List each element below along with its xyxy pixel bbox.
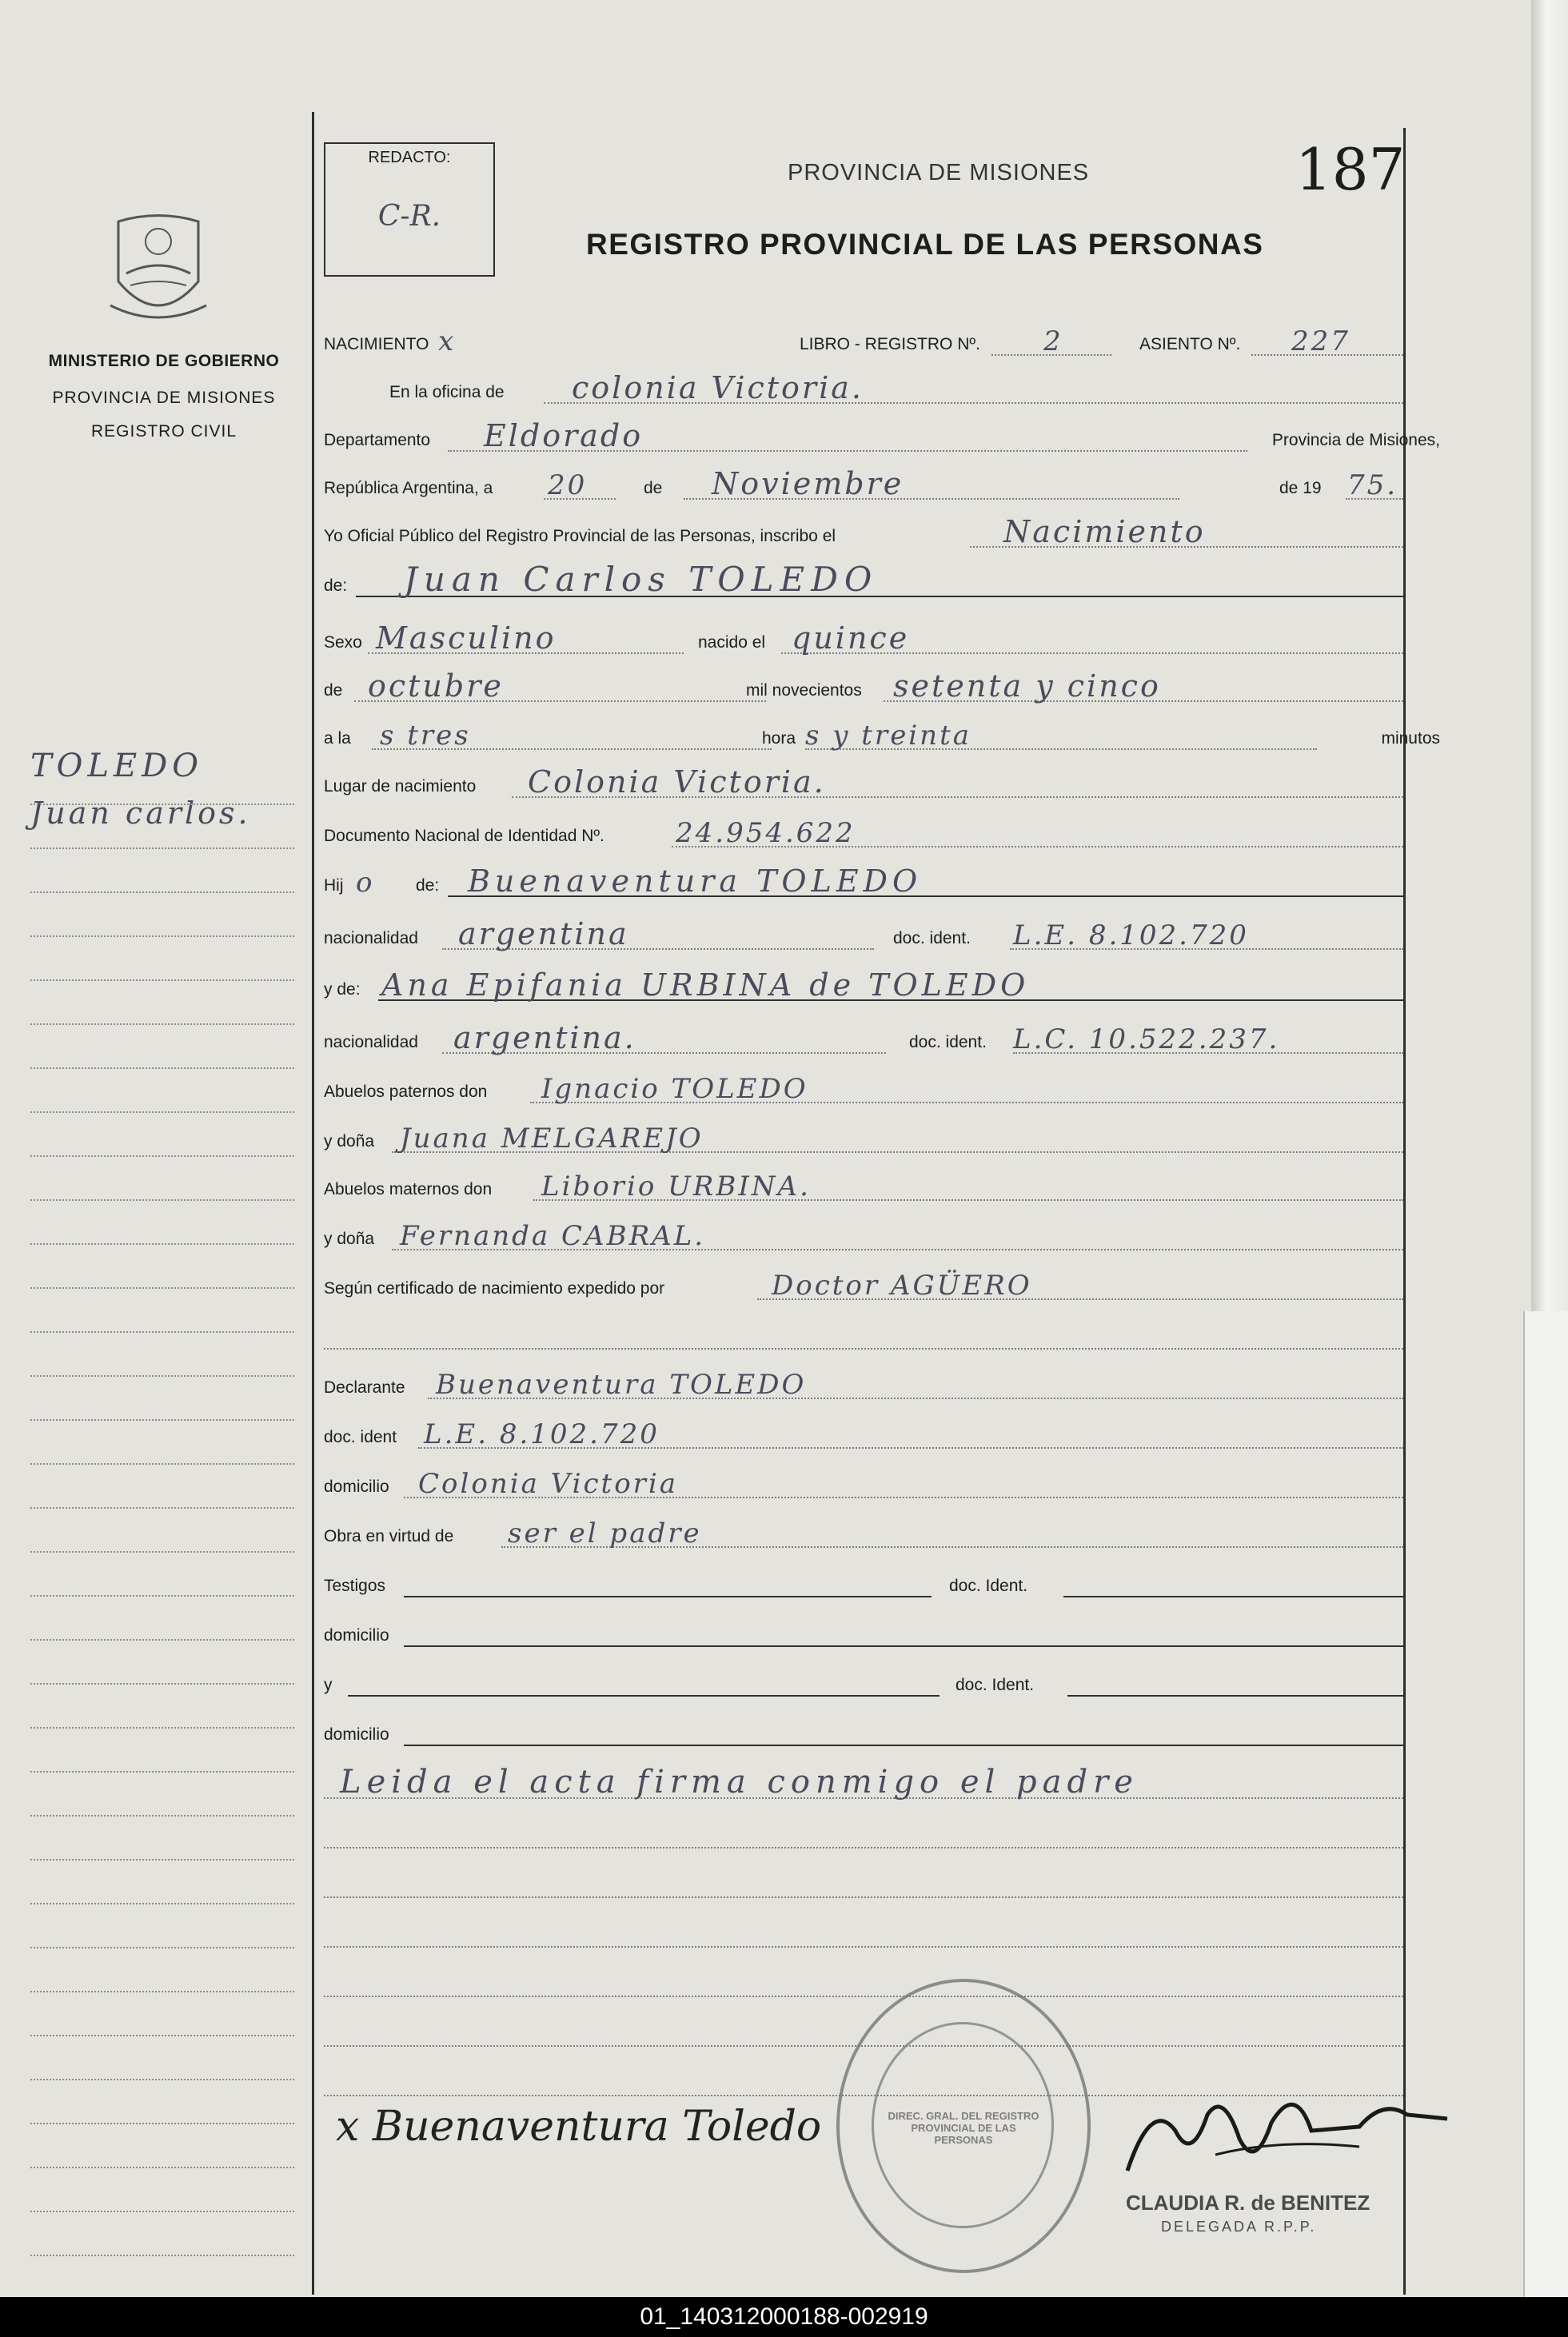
margin-line	[30, 1903, 294, 1904]
lugar-value: Colonia Victoria.	[528, 764, 826, 800]
ministry-title: MINISTERIO DE GOBIERNO	[48, 352, 280, 370]
margin-line	[30, 1243, 294, 1245]
doc-madre-value: L.C. 10.522.237.	[1013, 1023, 1280, 1055]
persona-label: de:	[324, 576, 348, 595]
redacto-value: C-R.	[377, 200, 441, 233]
row-blank	[324, 1957, 1440, 2002]
libro-label: LIBRO - REGISTRO Nº.	[800, 335, 980, 353]
test-dom-line	[404, 1645, 1403, 1647]
departamento-label: Departamento	[324, 431, 431, 449]
margin-line	[30, 1639, 294, 1641]
dni-label: Documento Nacional de Identidad Nº.	[324, 827, 604, 845]
margin-line	[30, 1155, 294, 1157]
margin-line	[30, 979, 294, 981]
row-nac-padre	[324, 910, 1440, 955]
coat-of-arms-icon	[102, 209, 214, 329]
margin-line	[30, 2035, 294, 2036]
row-act-type	[324, 316, 1440, 361]
hijo-label: Hij	[324, 876, 344, 895]
blank-line	[324, 1946, 1403, 1948]
row-blank	[324, 1908, 1440, 1952]
margin-line	[30, 1595, 294, 1597]
hijo-de-label: de:	[416, 876, 440, 895]
row-dni	[324, 808, 1440, 852]
alas-value: s tres	[380, 720, 471, 752]
row-y-dom	[324, 1706, 1440, 1751]
test-dom-label: domicilio	[324, 1626, 389, 1645]
row-persona	[324, 557, 1440, 602]
blank-line	[324, 1896, 1403, 1898]
row-lugar	[324, 758, 1440, 803]
padre-value: Buenaventura TOLEDO	[468, 863, 923, 899]
minutos-label: minutos	[1381, 729, 1440, 748]
certificado-value: Doctor AGÜERO	[772, 1270, 1032, 1302]
oficina-value: colonia Victoria.	[572, 370, 864, 405]
declarante-value: Buenaventura TOLEDO	[436, 1369, 807, 1401]
file-id: 01_140312000188-002919	[640, 2303, 928, 2330]
row-blank	[324, 1858, 1440, 1903]
redacto-box	[324, 142, 495, 277]
mil-value: setenta y cinco	[893, 668, 1161, 704]
margin-line	[30, 1815, 294, 1817]
asiento-value: 227	[1291, 325, 1351, 357]
margin-line	[30, 1551, 294, 1553]
row-test-dom	[324, 1607, 1440, 1652]
blank-line	[324, 1348, 1403, 1350]
lugar-label: Lugar de nacimiento	[324, 777, 477, 796]
stamp-text: DIREC. GRAL. DEL REGISTRO PROVINCIAL DE LAS PERSONAS	[888, 2110, 1039, 2146]
decl-doc-label: doc. ident	[324, 1428, 397, 1446]
margin-line	[30, 1067, 294, 1069]
test-doc-line	[1063, 1596, 1403, 1597]
persona-value: Juan Carlos TOLEDO	[404, 560, 879, 599]
y-line	[348, 1695, 940, 1697]
departamento-value: Eldorado	[484, 418, 644, 453]
margin-line	[30, 2255, 294, 2256]
decl-dom-label: domicilio	[324, 1478, 389, 1496]
anio-value: 75.	[1347, 469, 1398, 501]
obra-value: ser el padre	[508, 1517, 702, 1549]
row-madre	[324, 961, 1440, 1006]
blank-line	[324, 1996, 1403, 1997]
row-abuelos-mat	[324, 1161, 1440, 1206]
declarante-label: Declarante	[324, 1378, 405, 1397]
row-sexo	[324, 614, 1440, 659]
alas-label: a la	[324, 729, 351, 748]
row-testigos	[324, 1557, 1440, 1602]
margin-line	[30, 847, 294, 849]
ydel-label: y de:	[324, 980, 361, 999]
province-heading: PROVINCIA DE MISIONES	[788, 160, 1090, 185]
row-hora	[324, 710, 1440, 755]
row-decl-dom	[324, 1458, 1440, 1503]
abuelos-pat-label: Abuelos paternos don	[324, 1083, 488, 1101]
margin-line	[30, 1287, 294, 1289]
row-dona-pat	[324, 1113, 1440, 1158]
margin-line	[30, 2079, 294, 2080]
row-certificado	[324, 1260, 1440, 1305]
testigos-line	[404, 1596, 932, 1597]
anio-label: de 19	[1279, 479, 1322, 497]
oficial-label: Yo Oficial Público del Registro Provincial de las Personas, inscribo el	[324, 527, 836, 545]
certificado-label: Según certificado de nacimiento expedido por	[324, 1279, 665, 1298]
row-fecha	[324, 460, 1440, 504]
margin-line	[30, 2167, 294, 2168]
hijo-suffix: o	[356, 867, 375, 899]
doc-madre-label: doc. ident.	[909, 1033, 987, 1051]
testigos-label: Testigos	[324, 1577, 386, 1595]
republica-label: República Argentina, a	[324, 479, 493, 497]
official-name: CLAUDIA R. de BENITEZ	[1126, 2191, 1371, 2215]
dona-pat-label: y doña	[324, 1132, 375, 1151]
y-doc-label: doc. Ident.	[956, 1676, 1035, 1694]
nac-madre-label: nacionalidad	[324, 1033, 418, 1051]
asiento-label: ASIENTO Nº.	[1139, 335, 1241, 353]
row-y	[324, 1657, 1440, 1701]
row-nota	[324, 1759, 1440, 1804]
margin-line	[30, 1947, 294, 1948]
margin-line	[30, 804, 294, 805]
margin-civil-registry: REGISTRO CIVIL	[90, 422, 237, 441]
nota-value: Leida el acta firma conmigo el padre	[340, 1764, 1139, 1801]
margin-line	[30, 1683, 294, 1685]
margin-line	[30, 1859, 294, 1860]
y-dom-label: domicilio	[324, 1725, 389, 1744]
sexo-label: Sexo	[324, 633, 362, 652]
provincia-label: Provincia de Misiones,	[1271, 431, 1440, 449]
nac-madre-value: argentina.	[453, 1020, 636, 1055]
obra-label: Obra en virtud de	[324, 1527, 454, 1545]
margin-line	[30, 1771, 294, 1773]
row-declarante	[324, 1359, 1440, 1404]
oficina-label: En la oficina de	[389, 383, 505, 401]
row-nac-madre	[324, 1014, 1440, 1059]
hora-label: hora	[762, 729, 796, 748]
row-padre	[324, 857, 1440, 902]
y-label: y	[324, 1676, 333, 1694]
official-signature-icon	[1119, 2083, 1455, 2187]
y-doc-line	[1067, 1695, 1403, 1697]
blank-line	[324, 1847, 1403, 1848]
dona-pat-value: Juana MELGAREJO	[400, 1123, 704, 1155]
margin-line	[30, 2123, 294, 2124]
hora-value: s y treinta	[805, 720, 972, 752]
dona-mat-value: Fernanda CABRAL.	[400, 1220, 706, 1252]
row-departamento	[324, 412, 1440, 457]
decl-doc-value: L.E. 8.102.720	[424, 1418, 660, 1450]
nacido-value: quince	[792, 620, 910, 656]
margin-line	[30, 891, 294, 893]
abuelos-mat-label: Abuelos maternos don	[324, 1180, 493, 1198]
margin-line	[30, 1023, 294, 1025]
abuelos-mat-value: Liborio URBINA.	[541, 1170, 811, 1202]
adjacent-page	[1523, 1311, 1568, 2297]
y-dom-line	[404, 1745, 1403, 1746]
registry-heading: REGISTRO PROVINCIAL DE LAS PERSONAS	[586, 228, 1264, 261]
row-oficina	[324, 364, 1440, 409]
doc-padre-value: L.E. 8.102.720	[1013, 919, 1249, 951]
test-doc-label: doc. Ident.	[949, 1577, 1028, 1595]
margin-line	[30, 1199, 294, 1201]
madre-value: Ana Epifania URBINA de TOLEDO	[381, 967, 1030, 1003]
dia-value: 20	[548, 469, 588, 501]
page-number: 187	[1295, 136, 1406, 203]
registry-stamp	[836, 1979, 1091, 2273]
margin-line	[30, 1463, 294, 1465]
official-title: DELEGADA R.P.P.	[1161, 2219, 1317, 2235]
mil-label: mil novecientos	[746, 681, 862, 700]
row-obra	[324, 1508, 1440, 1553]
sexo-value: Masculino	[376, 620, 557, 656]
libro-value: 2	[1043, 325, 1063, 357]
decl-dom-value: Colonia Victoria	[418, 1468, 679, 1500]
margin-rule	[312, 112, 314, 2295]
oficial-value: Nacimiento	[1003, 514, 1206, 549]
row-oficial	[324, 508, 1440, 552]
margin-province: PROVINCIA DE MISIONES	[52, 389, 276, 407]
de-label: de	[644, 479, 663, 497]
nacido-mes-label: de	[324, 681, 343, 700]
act-type-mark: x	[438, 325, 457, 357]
margin-surname: TOLEDO	[30, 748, 204, 784]
margin-line	[30, 935, 294, 937]
row-abuelos-pat	[324, 1063, 1440, 1108]
declarante-signature: x Buenaventura Toledo	[336, 2103, 822, 2151]
row-decl-doc	[324, 1409, 1440, 1454]
nacido-mes-value: octubre	[368, 668, 504, 704]
abuelos-pat-value: Ignacio TOLEDO	[541, 1073, 808, 1105]
dni-value: 24.954.622	[676, 817, 856, 849]
margin-line	[30, 1419, 294, 1421]
margin-line	[30, 1727, 294, 1729]
act-type-label: NACIMIENTO	[324, 335, 429, 353]
margin-line	[30, 1111, 294, 1113]
margin-line	[30, 1991, 294, 1992]
nac-padre-label: nacionalidad	[324, 929, 418, 947]
nac-padre-value: argentina	[458, 916, 629, 951]
margin-line	[30, 1375, 294, 1377]
nacido-label: nacido el	[698, 633, 766, 652]
margin-line	[30, 1507, 294, 1509]
redacto-label: REDACTO:	[368, 149, 451, 166]
margin-line	[30, 1331, 294, 1333]
mes-value: Noviembre	[712, 466, 904, 501]
row-blank	[324, 1310, 1440, 1354]
row-blank	[324, 1809, 1440, 1853]
doc-padre-label: doc. ident.	[893, 929, 971, 947]
dona-mat-label: y doña	[324, 1230, 375, 1248]
row-dona-mat	[324, 1210, 1440, 1255]
file-id-bar	[0, 2297, 1568, 2337]
margin-line	[30, 2211, 294, 2212]
margin-given-names: Juan carlos.	[30, 796, 251, 831]
row-mes-anio	[324, 662, 1440, 707]
